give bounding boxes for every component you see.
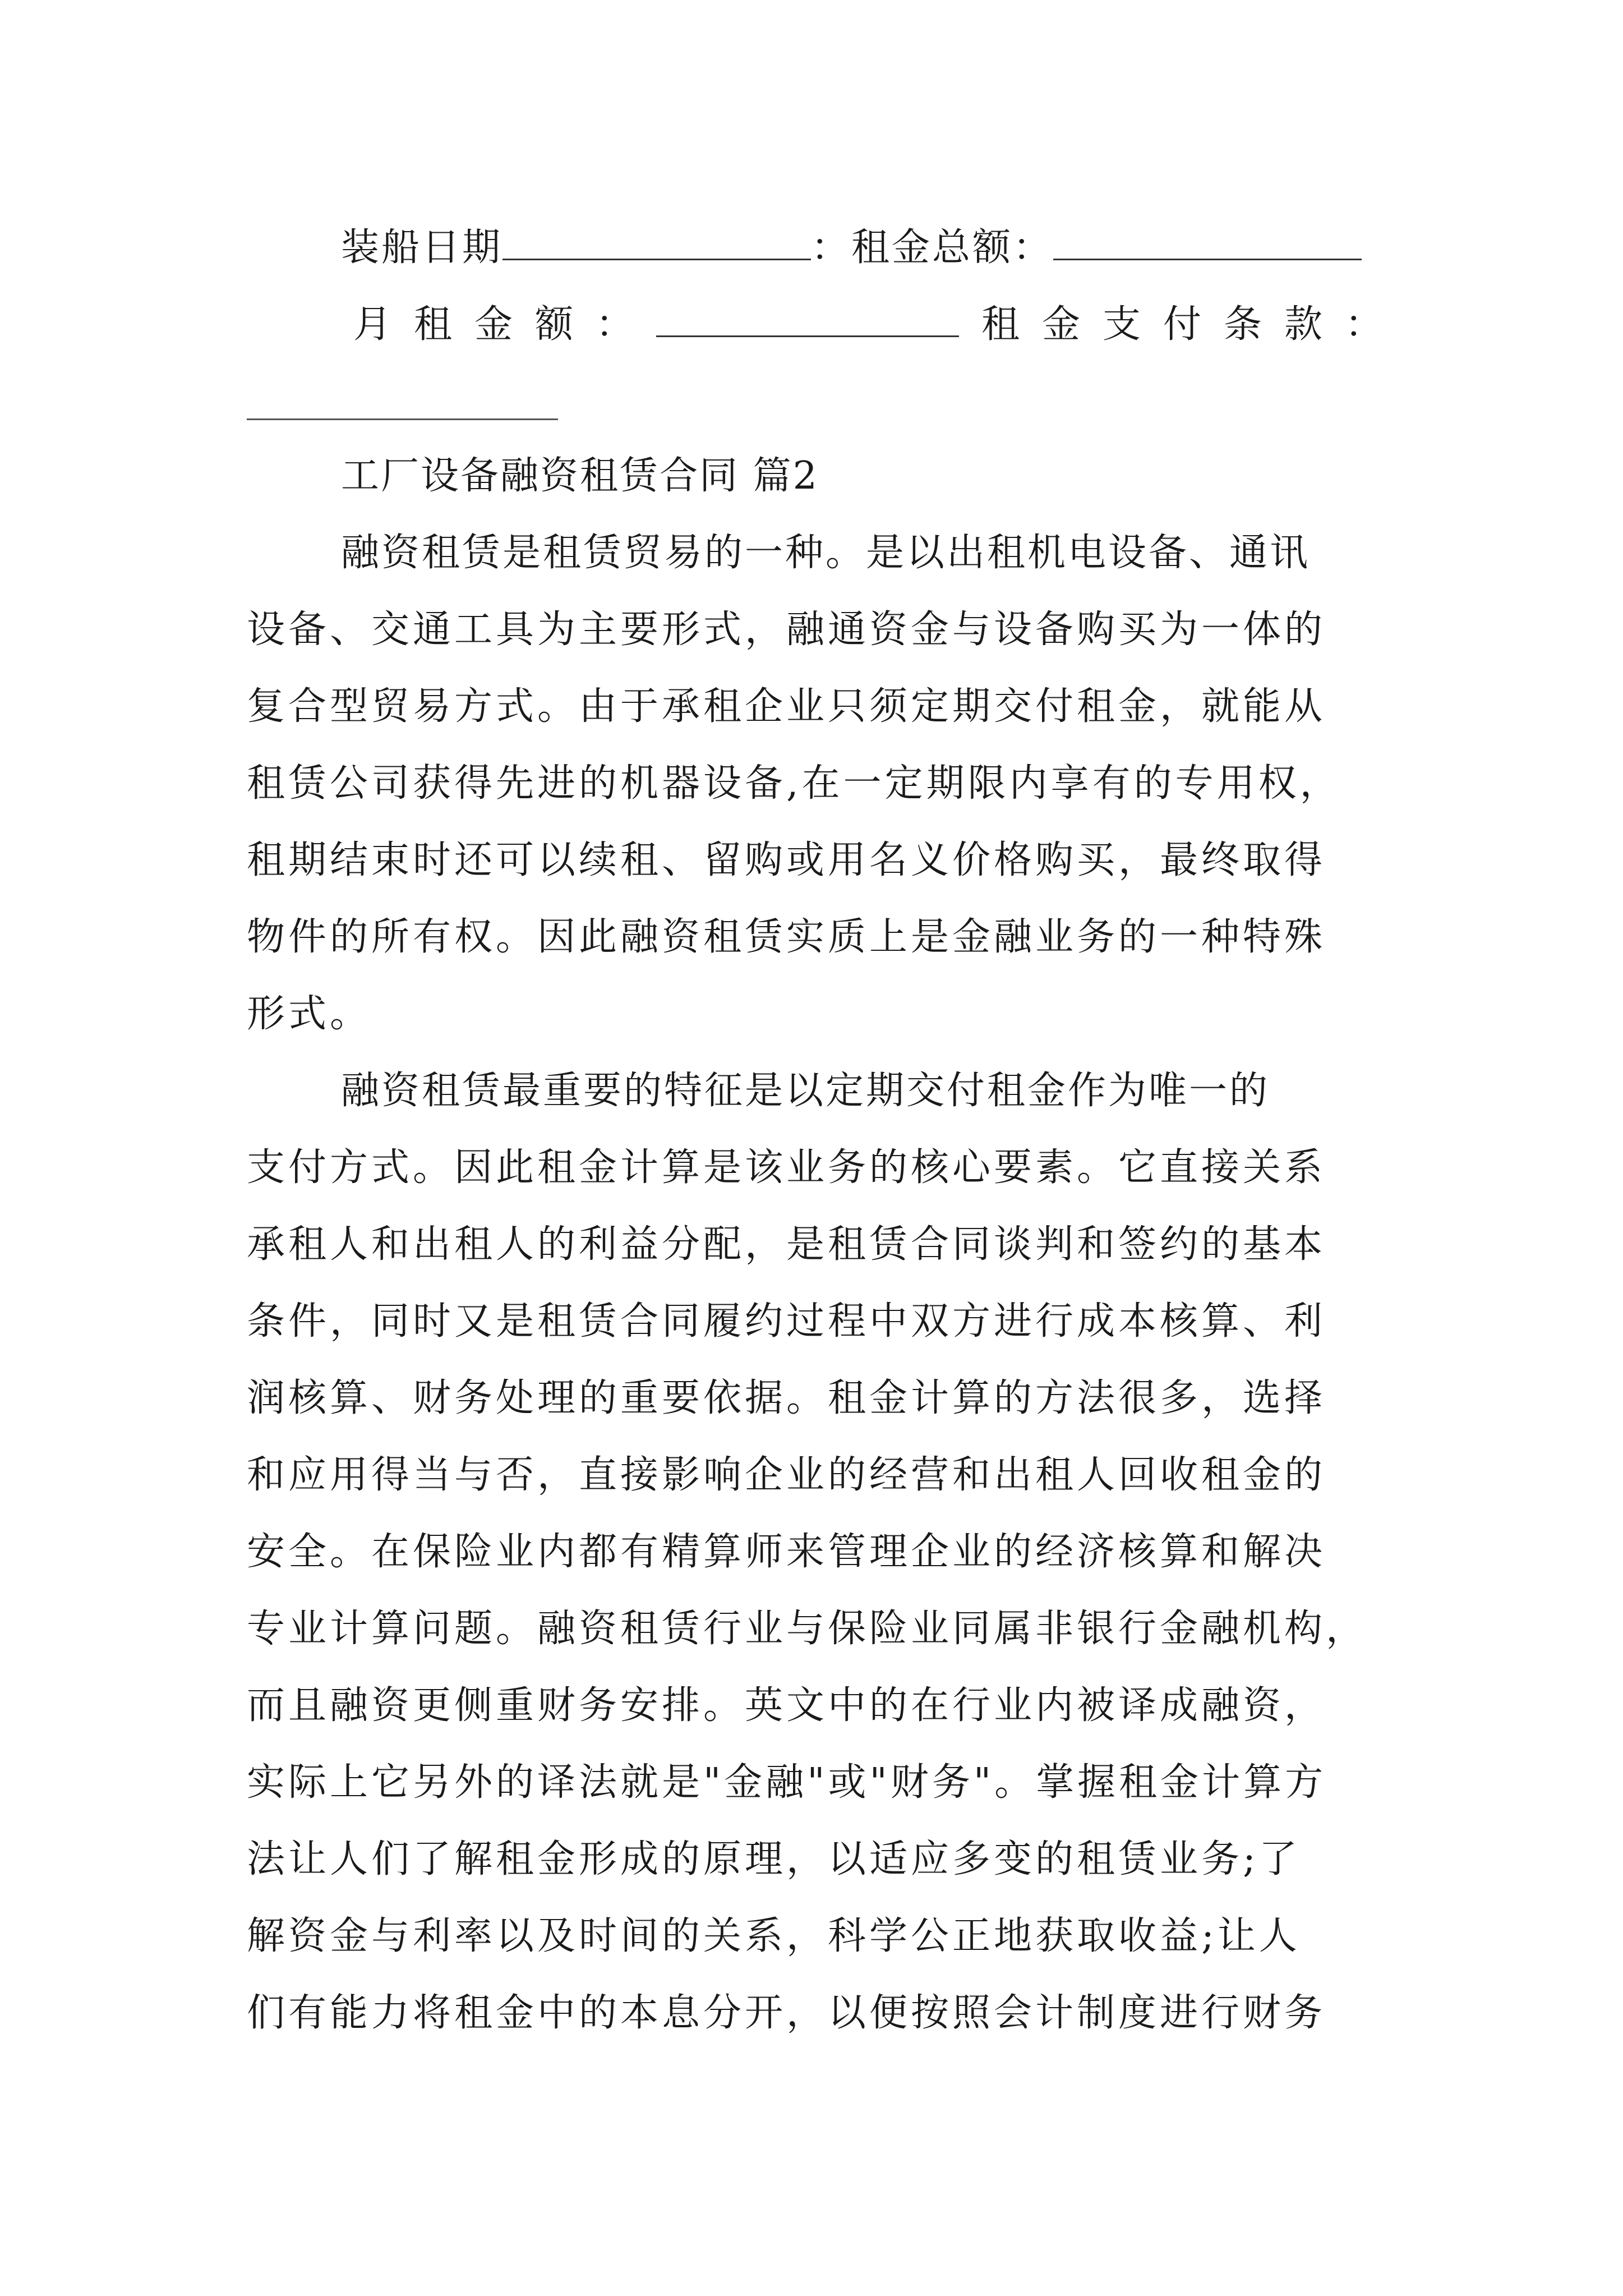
- monthly-terms-row: [353, 302, 1406, 347]
- shipping-date-field[interactable]: [502, 227, 811, 260]
- monthly-rent-field[interactable]: [656, 304, 959, 337]
- shipping-rent-row: [341, 226, 1362, 270]
- paragraph-2-line: 承租人和出租人的利益分配，是租赁合同谈判和签约的基本: [247, 1222, 1326, 1267]
- separator-colon: ：: [811, 226, 852, 270]
- paragraph-1-line: 形式。: [247, 992, 372, 1036]
- paragraph-2-line: 和应用得当与否，直接影响企业的经营和出租人回收租金的: [247, 1453, 1326, 1497]
- paragraph-1-line: 设备、交通工具为主要形式，融通资金与设备购买为一体的: [247, 608, 1326, 652]
- payment-terms-field[interactable]: [247, 418, 558, 420]
- paragraph-2-line: 支付方式。因此租金计算是该业务的核心要素。它直接关系: [247, 1145, 1326, 1190]
- paragraph-2-line: 而且融资更侧重财务安排。英文中的在行业内被译成融资，: [247, 1683, 1326, 1728]
- shipping-date-label: 装船日期: [341, 226, 503, 270]
- paragraph-2-line: 融资租赁最重要的特征是以定期交付租金作为唯一的: [341, 1069, 1270, 1113]
- paragraph-1-line: 租期结束时还可以续租、留购或用名义价格购买，最终取得: [247, 838, 1326, 882]
- total-rent-field[interactable]: [1053, 227, 1362, 260]
- payment-terms-label: 租金支付条款：: [981, 302, 1406, 347]
- paragraph-1-line: 物件的所有权。因此融资租赁实质上是金融业务的一种特殊: [247, 915, 1326, 959]
- paragraph-2-line: 法让人们了解租金形成的原理，以适应多变的租赁业务;了: [247, 1837, 1301, 1881]
- paragraph-2-line: 条件，同时又是租赁合同履约过程中双方进行成本核算、利: [247, 1299, 1326, 1343]
- paragraph-2-line: 专业计算问题。融资租赁行业与保险业同属非银行金融机构，: [247, 1607, 1368, 1651]
- paragraph-2-line: 润核算、财务处理的重要依据。租金计算的方法很多，选择: [247, 1376, 1326, 1420]
- paragraph-2-line: 安全。在保险业内都有精算师来管理企业的经济核算和解决: [247, 1530, 1326, 1574]
- paragraph-1-line: 融资租赁是租赁贸易的一种。是以出租机电设备、通讯: [341, 531, 1311, 575]
- total-rent-label: 租金总额：: [851, 226, 1054, 270]
- paragraph-2-line: 解资金与利率以及时间的关系，科学公正地获取收益;让人: [247, 1914, 1301, 1958]
- monthly-rent-label: 月租金额：: [353, 302, 657, 347]
- paragraph-2-line: 实际上它另外的译法就是"金融"或"财务"。掌握租金计算方: [247, 1760, 1327, 1805]
- paragraph-1-line: 租赁公司获得先进的机器设备,在一定期限内享有的专用权，: [247, 761, 1341, 806]
- paragraph-2-line: 们有能力将租金中的本息分开，以便按照会计制度进行财务: [247, 1991, 1326, 2035]
- paragraph-1-line: 复合型贸易方式。由于承租企业只须定期交付租金，就能从: [247, 684, 1326, 729]
- section-heading: 工厂设备融资租赁合同 篇2: [341, 454, 819, 498]
